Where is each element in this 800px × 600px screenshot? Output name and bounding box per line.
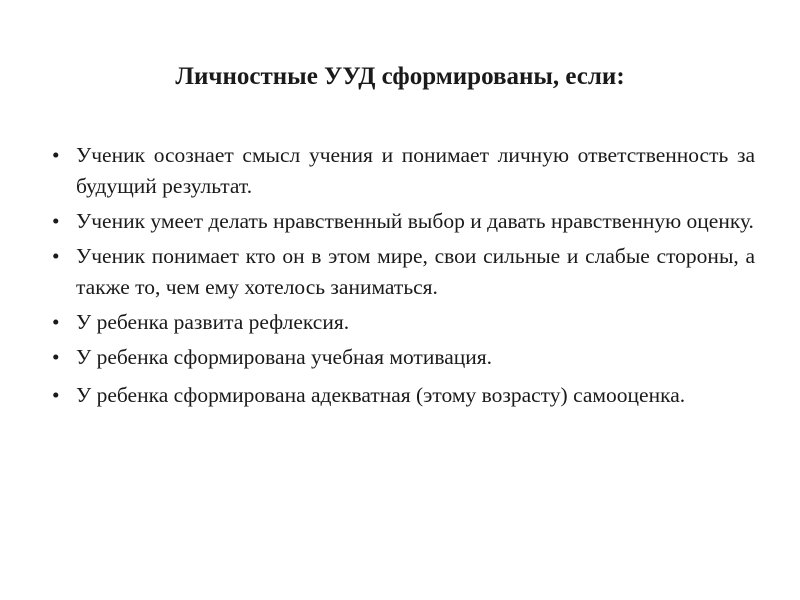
list-item <box>48 377 755 414</box>
bullet-marker: • <box>52 209 60 233</box>
bullet-marker: • <box>52 383 60 407</box>
list-item-text: У ребенка сформирована учебная мотивация. <box>76 345 493 369</box>
list-item <box>48 307 755 338</box>
list-item-text: Ученик осознает смысл учения и понимает личную ответственность за будущий результат. <box>76 143 755 198</box>
bullet-marker: • <box>52 143 60 167</box>
list-item-text: У ребенка сформирована адекватная (этому возрасту) самооценка. <box>76 383 686 407</box>
list-item <box>48 140 755 202</box>
list-item-text: Ученик умеет делать нравственный выбор и давать нравственную оценку. <box>76 209 754 233</box>
bullet-marker: • <box>52 244 60 268</box>
list-item-text: У ребенка развита рефлексия. <box>76 310 350 334</box>
list-item <box>48 342 755 373</box>
bullet-marker: • <box>52 345 60 369</box>
slide-title: Личностные УУД сформированы, если: <box>175 63 625 90</box>
list-item <box>48 241 755 303</box>
bullet-marker: • <box>52 310 60 334</box>
list-item-text: Ученик понимает кто он в этом мире, свои сильные и слабые стороны, а также то, чем ему хотелось заниматься. <box>76 244 755 299</box>
list-item <box>48 206 755 237</box>
bullet-list <box>48 140 755 418</box>
